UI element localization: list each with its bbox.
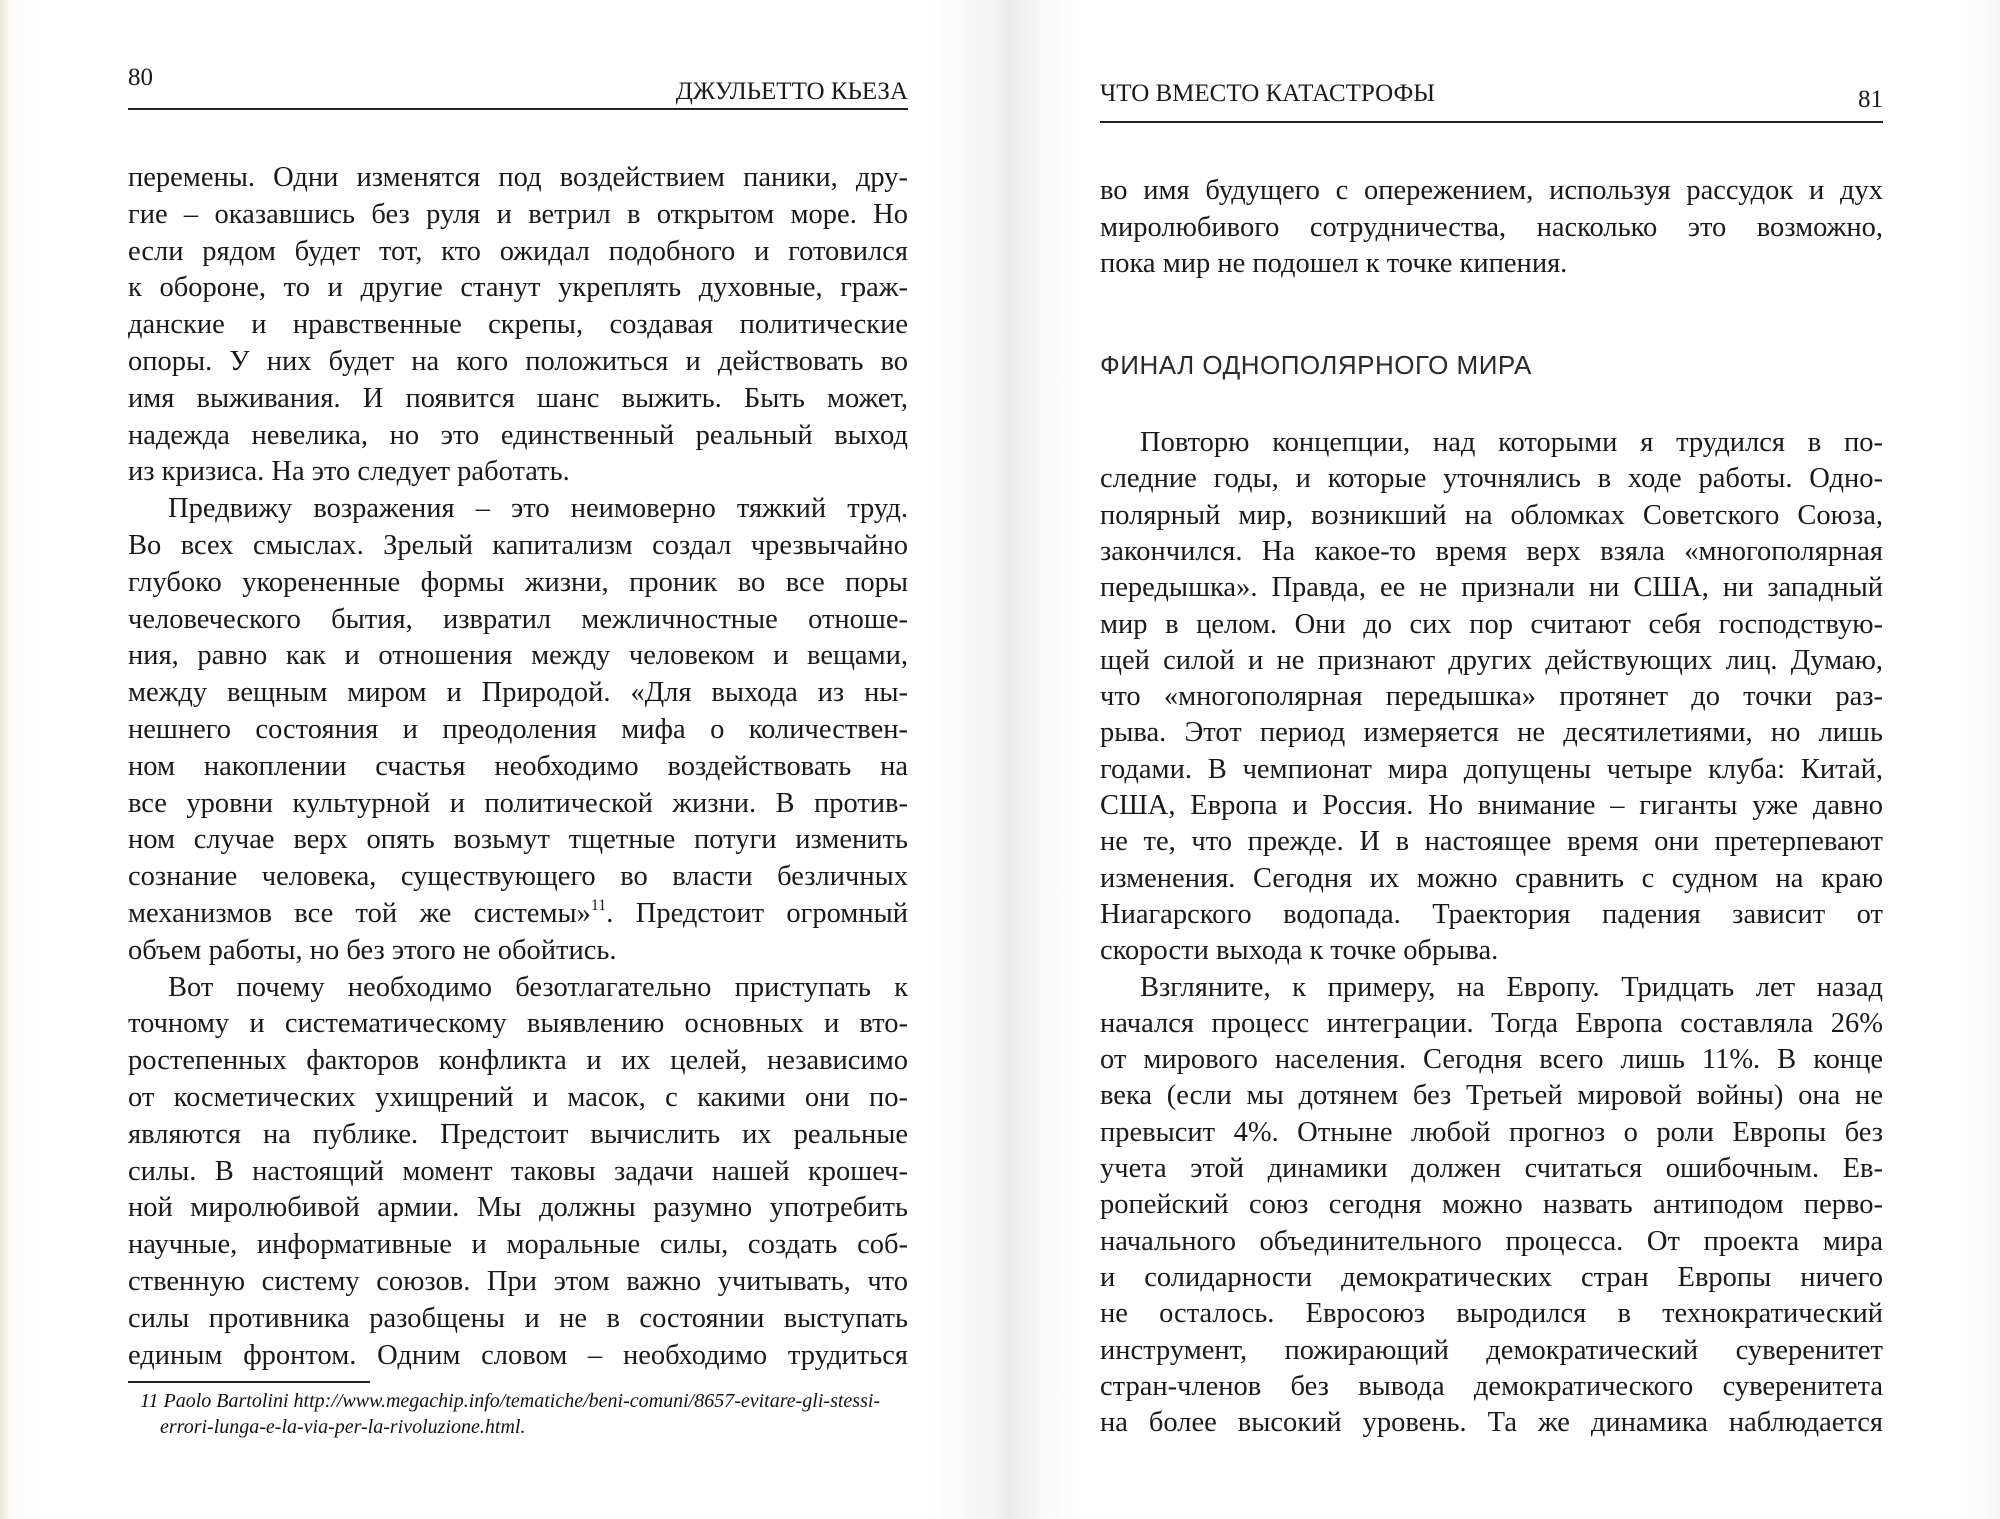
text-line: Предвижу возражения – это неимоверно тяжкий труд. [168, 493, 908, 525]
text-line: стран-членов без вывода демократического суверенитета [1100, 1370, 1883, 1402]
text-line: годами. В чемпионат мира допущены четыре клуба: Китай, [1100, 753, 1883, 785]
text-line: ропейский союз сегодня можно назвать антиподом перво- [1100, 1189, 1883, 1221]
running-head-author: ДЖУЛЬЕТТО КЬЕЗА [675, 78, 908, 105]
text-line: ственную систему союзов. При этом важно учитывать, что [128, 1266, 908, 1297]
text-line: пока мир не подошел к точке кипения. [1100, 248, 1568, 279]
text-line: надежда невелика, но это единственный реальный выход [128, 419, 908, 451]
text-line: изменения. Сегодня их можно сравнить с судном на краю [1100, 862, 1883, 894]
text-line: Повторю концепции, над которыми я трудился в по- [1140, 427, 1883, 458]
text-line: не те, что прежде. И в настоящее время они претерпевают [1100, 826, 1883, 858]
text-line: Во всех смыслах. Зрелый капитализм создал чрезвычайно [128, 530, 908, 561]
footnote-line: 11 Paolo Bartolini http://www.megachip.info/tematiche/beni-comuni/8657-evitare-gli-stessi- [140, 1390, 881, 1412]
text-line: закончился. На какое-то время верх взяла «многополярная [1100, 535, 1883, 567]
text-line: перемены. Одни изменятся под воздействием паники, дру- [128, 162, 908, 193]
text-line: во имя будущего с опережением, используя рассудок и дух [1100, 175, 1883, 206]
text-line: глубоко укорененные формы жизни, проник во все поры [128, 566, 908, 598]
header-rule-left [128, 108, 908, 110]
text-line: данские и нравственные скрепы, создавая политические [128, 309, 908, 341]
text-line: полярный мир, возникший на обломках Советского Союза, [1100, 499, 1883, 531]
text-line: из кризиса. На это следует работать. [128, 456, 570, 488]
text-line: от мирового населения. Сегодня всего лишь 11%. В конце [1100, 1044, 1883, 1076]
text-line: сознание человека, существующего во власти безличных [128, 861, 908, 893]
text-line: века (если мы дотянем без Третьей мировой войны) она не [1100, 1080, 1883, 1112]
text-line: нешнего состояния и преодоления мифа о количествен- [128, 714, 908, 745]
text-line: являются на публике. Предстоит вычислить их реальные [128, 1118, 908, 1150]
text-line: ном случае верх опять возьмут тщетные потуги изменить [128, 824, 908, 856]
text-line: что «многополярная передышка» протянет до точки раз- [1100, 681, 1883, 713]
text-line [128, 896, 908, 932]
text-segment: . Предстоит огромный [606, 898, 908, 929]
text-line: от косметических ухищрений и масок, с какими они по- [128, 1082, 908, 1113]
text-line: между вещным миром и Природой. «Для выхода из ны- [128, 677, 908, 709]
text-line: рыва. Этот период измеряется не десятилетиями, но лишь [1100, 717, 1883, 749]
text-line: человеческого бытия, извратил межличностные отноше- [128, 603, 908, 635]
text-line: начального объединительного процесса. От проекта мира [1100, 1225, 1883, 1257]
text-line: точному и систематическому выявлению основных и вто- [128, 1008, 908, 1040]
text-line: превысит 4%. Отныне любой прогноз о роли Европы без [1100, 1116, 1883, 1148]
text-line: не осталось. Евросоюз выродился в технократический [1100, 1298, 1883, 1330]
text-line: начался процесс интеграции. Тогда Европа составляла 26% [1100, 1007, 1883, 1039]
text-line: следние годы, и которые уточнялись в ходе работы. Одно- [1100, 463, 1883, 495]
text-line: к обороне, то и другие станут укреплять духовные, граж- [128, 272, 908, 304]
footnote-line: errori-lunga-e-la-via-per-la-rivoluzione.html. [160, 1416, 526, 1438]
text-line: научные, информативные и моральные силы, создать соб- [128, 1229, 908, 1261]
text-line: ном накоплении счастья необходимо воздействовать на [128, 750, 908, 782]
text-line: ростепенных факторов конфликта и их целей, независимо [128, 1045, 908, 1077]
text-line: инструмент, пожирающий демократический суверенитет [1100, 1334, 1883, 1366]
page-number-right: 81 [1858, 86, 1883, 113]
text-line: миролюбивого сотрудничества, насколько это возможно, [1100, 211, 1883, 243]
footnote-rule [128, 1381, 370, 1383]
text-line: учета этой динамики должен считаться ошибочным. Ев- [1100, 1153, 1883, 1184]
text-line: Вот почему необходимо безотлагательно приступать к [168, 971, 908, 1003]
text-line: опоры. У них будет на кого положиться и действовать во [128, 346, 908, 377]
text-line: Взгляните, к примеру, на Европу. Тридцать лет назад [1140, 971, 1883, 1003]
text-line: ной миролюбивой армии. Мы должны разумно употребить [128, 1192, 908, 1224]
text-line: скорости выхода к точке обрыва. [1100, 935, 1499, 967]
text-line: США, Европа и Россия. Но внимание – гиганты уже давно [1100, 790, 1883, 821]
text-line: и солидарности демократических стран Европы ничего [1100, 1261, 1883, 1293]
text-line: все уровни культурной и политической жизни. В против- [128, 787, 908, 819]
text-line: единым фронтом. Одним словом – необходимо трудиться [128, 1339, 908, 1371]
text-line: на более высокий уровень. Та же динамика наблюдается [1100, 1407, 1883, 1439]
text-line: ния, равно как и отношения между человеком и вещами, [128, 640, 908, 672]
text-line: щей силой и не признают других действующих лиц. Думаю, [1100, 644, 1883, 676]
running-head-title: ЧТО ВМЕСТО КАТАСТРОФЫ [1100, 80, 1436, 107]
text-line: мир в целом. Они до сих пор считают себя господствую- [1100, 608, 1883, 640]
text-line: Ниагарского водопада. Траектория падения зависит от [1100, 898, 1883, 930]
text-line: силы. В настоящий момент таковы задачи нашей крошеч- [128, 1155, 908, 1187]
text-segment: механизмов все той же системы» [128, 898, 591, 929]
text-line: силы противника разобщены и не в состоянии выступать [128, 1302, 908, 1334]
text-line: имя выживания. И появится шанс выжить. Быть может, [128, 382, 908, 414]
text-line: гие – оказавшись без руля и ветрил в открытом море. Но [128, 198, 908, 230]
text-line: если рядом будет тот, кто ожидал подобного и готовился [128, 235, 908, 267]
section-heading: ФИНАЛ ОДНОПОЛЯРНОГО МИРА [1100, 350, 1532, 380]
footnote-ref[interactable]: 11 [590, 897, 607, 914]
header-rule-right [1100, 121, 1883, 123]
page-number-left: 80 [128, 64, 153, 91]
text-line: объем работы, но без этого не обойтись. [128, 934, 617, 966]
text-line: передышка». Правда, ее не признали ни США, ни западный [1100, 572, 1883, 604]
